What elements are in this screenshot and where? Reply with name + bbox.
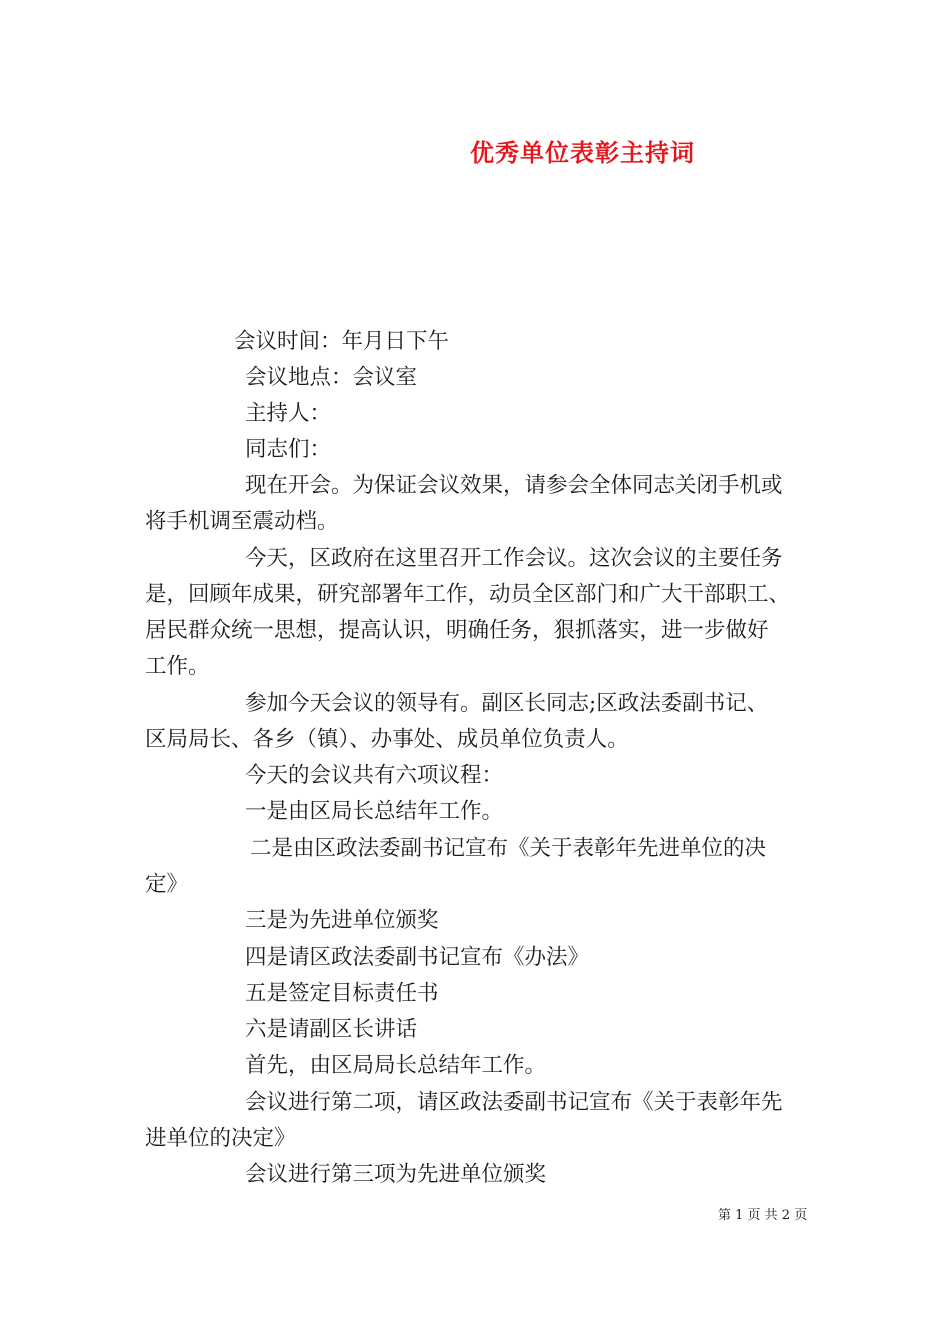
host-line: 主持人： — [245, 401, 332, 426]
paragraph-line: 会议进行第三项为先进单位颁奖 — [245, 1162, 547, 1187]
agenda-intro-line: 今天的会议共有六项议程： — [245, 763, 504, 788]
agenda-item-1: 一是由区局长总结年工作。 — [245, 799, 504, 824]
agenda-item-5: 五是签定目标责任书 — [245, 981, 439, 1006]
agenda-item-2-cont: 定》 — [145, 872, 189, 897]
agenda-item-6: 六是请副区长讲话 — [245, 1017, 418, 1042]
paragraph-line: 将手机调至震动档。 — [145, 509, 339, 534]
agenda-item-2: 二是由区政法委副书记宣布《关于表彰年先进单位的决 — [250, 836, 767, 861]
paragraph-line: 会议进行第二项，请区政法委副书记宣布《关于表彰年先 — [245, 1090, 783, 1115]
paragraph-line: 首先，由区局局长总结年工作。 — [245, 1053, 547, 1078]
document-title: 优秀单位表彰主持词 — [470, 138, 695, 167]
greeting-line: 同志们： — [245, 437, 332, 462]
page-number-footer: 第 1 页 共 2 页 — [718, 1208, 808, 1223]
agenda-item-4: 四是请区政法委副书记宣布《办法》 — [245, 945, 590, 970]
paragraph-line: 区局局长、各乡（镇）、办事处、成员单位负责人。 — [145, 727, 629, 752]
paragraph-line: 参加今天会议的领导有。副区长同志;区政法委副书记、 — [245, 691, 769, 716]
meeting-place-line: 会议地点：会议室 — [245, 365, 418, 390]
paragraph-line: 今天，区政府在这里召开工作会议。这次会议的主要任务 — [245, 546, 783, 571]
paragraph-line: 是，回顾年成果，研究部署年工作，动员全区部门和广大干部职工、 — [145, 582, 791, 607]
meeting-time-line: 会议时间：年月日下午 — [234, 329, 450, 354]
agenda-item-3: 三是为先进单位颁奖 — [245, 908, 439, 933]
paragraph-line: 进单位的决定》 — [145, 1126, 296, 1151]
paragraph-line: 居民群众统一思想，提高认识，明确任务，狠抓落实，进一步做好 — [145, 618, 769, 643]
paragraph-line: 现在开会。为保证会议效果，请参会全体同志关闭手机或 — [245, 473, 783, 498]
paragraph-line: 工作。 — [145, 654, 210, 679]
